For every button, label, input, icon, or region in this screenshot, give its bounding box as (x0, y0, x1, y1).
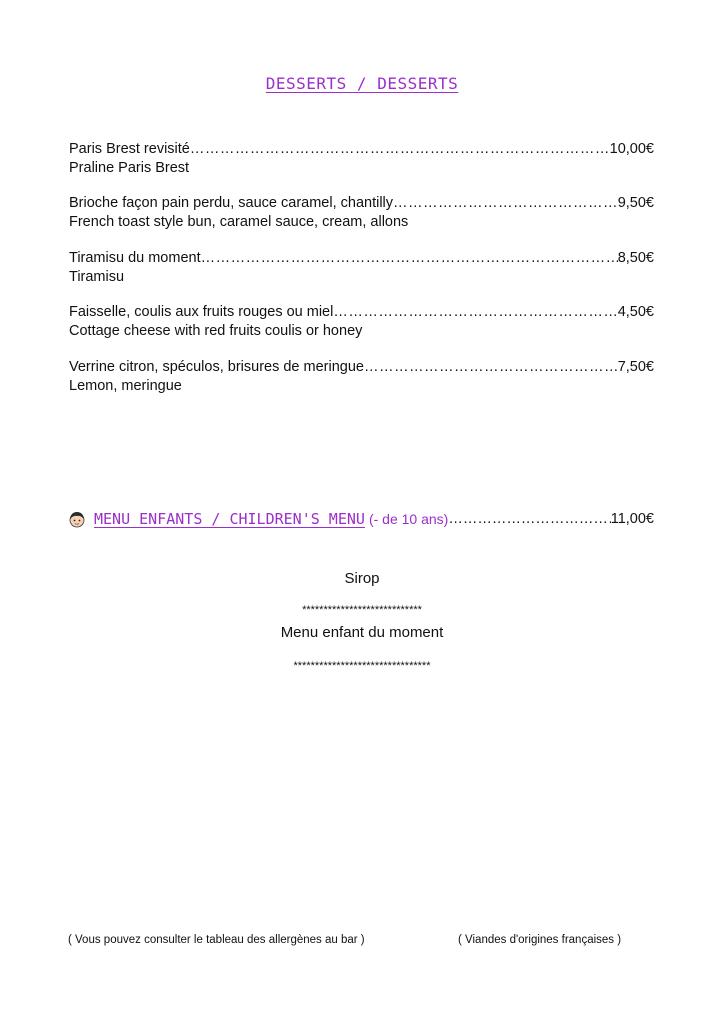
menu-item (69, 140, 654, 178)
item-name: Brioche façon pain perdu, sauce caramel, chantilly (69, 195, 394, 211)
item-translation: Cottage cheese with red fruits coulis or honey (69, 323, 363, 339)
kids-dish: Menu enfant du moment (280, 624, 444, 641)
item-name: Paris Brest revisité (69, 141, 190, 157)
kids-menu-price: 11,00€ (610, 511, 654, 527)
leader-dots (201, 249, 618, 268)
menu-item (69, 358, 654, 396)
item-price: 7,50€ (617, 359, 654, 375)
meat-origin-note: ( Viandes d'origines françaises ) (458, 934, 622, 946)
item-translation: French toast style bun, caramel sauce, cream, allons (69, 214, 409, 230)
item-price: 8,50€ (617, 250, 654, 266)
item-translation: Tiramisu (69, 269, 125, 285)
item-name: Verrine citron, spéculos, brisures de meringue (69, 359, 364, 375)
item-name: Faisselle, coulis aux fruits rouges ou miel (69, 304, 334, 320)
separator: **************************** (302, 604, 422, 616)
item-translation: Lemon, meringue (69, 378, 182, 394)
leader-dots (448, 511, 610, 527)
leader-dots (190, 140, 610, 159)
separator: ******************************** (293, 660, 431, 672)
allergens-note: ( Vous pouvez consulter le tableau des allergènes au bar ) (68, 934, 365, 946)
child-face-icon (68, 510, 86, 528)
leader-dots (393, 194, 618, 213)
kids-menu-header (68, 510, 654, 528)
kids-age-note: (- de 10 ans) (368, 511, 449, 527)
item-name: Tiramisu du moment (69, 250, 201, 266)
menu-item (69, 249, 654, 287)
menu-item (69, 194, 654, 232)
kids-drink: Sirop (344, 570, 380, 587)
menu-item (69, 303, 654, 341)
kids-menu-title: MENU ENFANTS / CHILDREN'S MENU (94, 510, 365, 528)
item-price: 9,50€ (617, 195, 654, 211)
leader-dots (333, 303, 617, 322)
leader-dots (364, 358, 618, 377)
item-price: 4,50€ (617, 304, 654, 320)
item-price: 10,00€ (609, 141, 654, 157)
item-translation: Praline Paris Brest (69, 160, 190, 176)
page-title: DESSERTS / DESSERTS (265, 74, 459, 93)
